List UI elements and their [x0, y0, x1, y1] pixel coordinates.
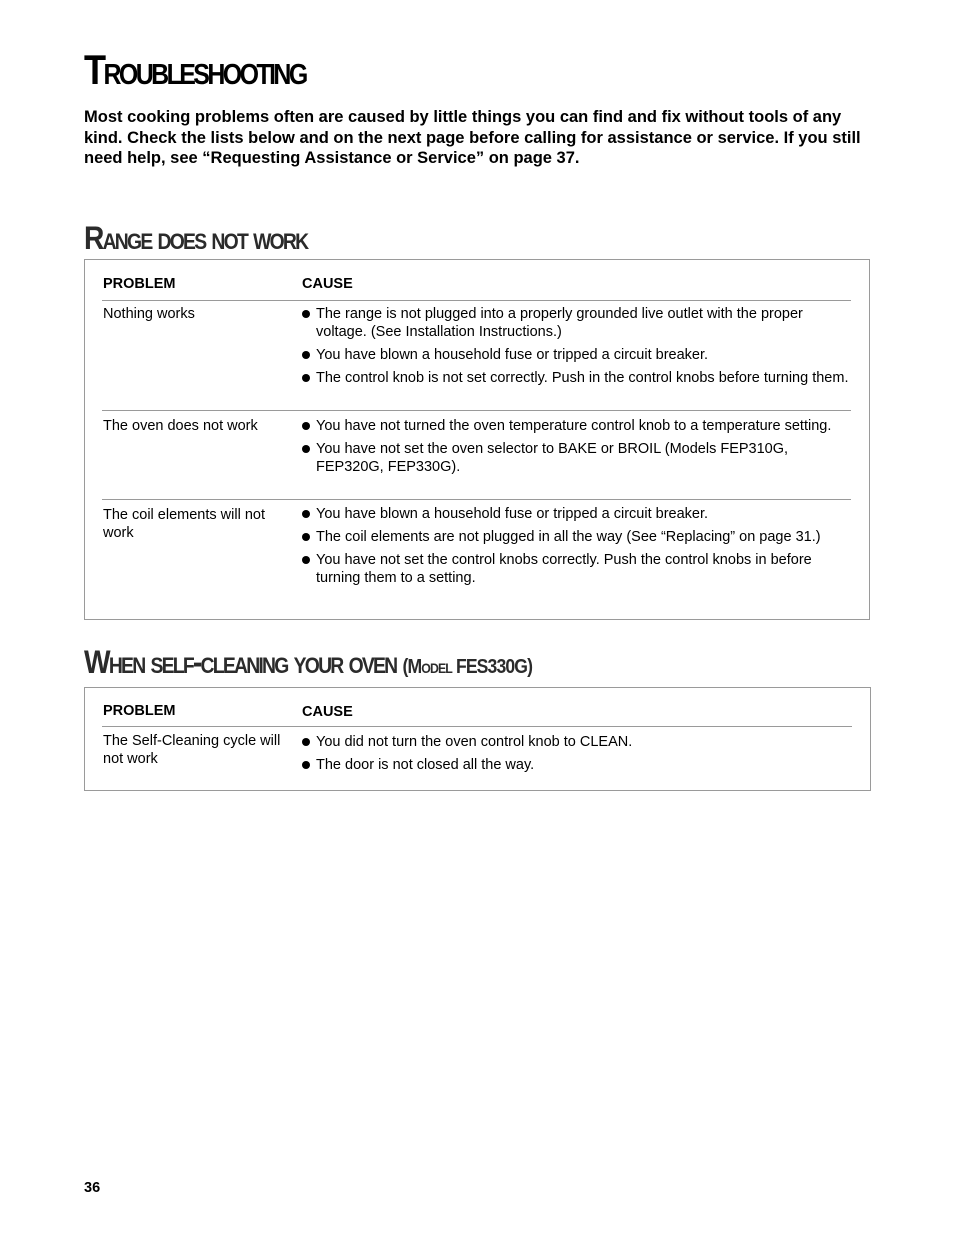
cause-text: You have not set the oven selector to BAKE or BROIL (Models FEP310G, FEP320G, FEP330G).: [316, 441, 789, 475]
column-header-cause: CAUSE: [302, 704, 353, 720]
cause-item: [302, 505, 849, 523]
cause-list: [302, 417, 849, 481]
section-title-self-cleaning: [84, 642, 532, 687]
problem-cell: The Self-Cleaning cycle will not work: [103, 733, 281, 767]
cause-text: The door is not closed all the way.: [316, 757, 535, 773]
cause-item: [302, 440, 849, 476]
cause-text: You have blown a household fuse or tripped a circuit breaker.: [316, 506, 709, 522]
section-title-model: (Model FES330G): [402, 656, 533, 678]
page-title: Troubleshooting: [84, 46, 306, 93]
cause-text: The range is not plugged into a properly grounded live outlet with the proper voltage. (See Installation Instructions.): [316, 306, 803, 340]
bullet-icon: [302, 351, 310, 359]
section-title-text: Range does not work: [84, 220, 308, 256]
cause-list: [302, 733, 850, 779]
cause-list: [302, 305, 849, 392]
row-divider: [102, 499, 851, 500]
bullet-icon: [302, 374, 310, 382]
bullet-icon: [302, 510, 310, 518]
cause-text: You did not turn the oven control knob to CLEAN.: [316, 734, 633, 750]
cause-item: [302, 551, 849, 587]
cause-text: The coil elements are not plugged in all the way (See “Replacing” on page 31.): [316, 529, 821, 545]
cause-list: [302, 505, 849, 592]
troubleshooting-table-range: [84, 259, 870, 620]
cause-item: [302, 305, 849, 341]
bullet-icon: [302, 556, 310, 564]
problem-cell: The coil elements will not work: [103, 507, 265, 541]
cause-item: [302, 528, 849, 546]
cause-item: [302, 733, 850, 751]
cause-text: You have blown a household fuse or tripped a circuit breaker.: [316, 347, 709, 363]
bullet-icon: [302, 445, 310, 453]
troubleshooting-table-self-cleaning: [84, 687, 871, 791]
page-number: 36: [84, 1180, 101, 1196]
problem-cell: Nothing works: [103, 306, 195, 322]
intro-paragraph: Most cooking problems often are caused by little things you can find and fix without tools of any kind. Check the lists below and on the next page before calling for assistance or service. If you still need help, see “Requesting Assistance or Service” on page 37.: [84, 108, 861, 167]
bullet-icon: [302, 738, 310, 746]
header-divider: [102, 300, 851, 301]
column-header-cause: CAUSE: [302, 276, 353, 292]
header-divider: [102, 726, 852, 727]
cause-text: The control knob is not set correctly. Push in the control knobs before turning them.: [316, 370, 849, 386]
section-title-range-does-not-work: [84, 218, 307, 258]
bullet-icon: [302, 422, 310, 430]
bullet-icon: [302, 310, 310, 318]
cause-item: [302, 369, 849, 387]
bullet-icon: [302, 761, 310, 769]
section-title-text: When self-cleaning your oven: [84, 644, 397, 680]
column-header-problem: PROBLEM: [103, 276, 176, 292]
cause-text: You have not set the control knobs correctly. Push the control knobs in before turning them to a setting.: [316, 552, 812, 586]
cause-item: [302, 417, 849, 435]
cause-item: [302, 756, 850, 774]
bullet-icon: [302, 533, 310, 541]
cause-item: [302, 346, 849, 364]
row-divider: [102, 410, 851, 411]
problem-cell: The oven does not work: [103, 418, 258, 434]
cause-text: You have not turned the oven temperature control knob to a temperature setting.: [316, 418, 832, 434]
column-header-problem: PROBLEM: [103, 703, 176, 719]
